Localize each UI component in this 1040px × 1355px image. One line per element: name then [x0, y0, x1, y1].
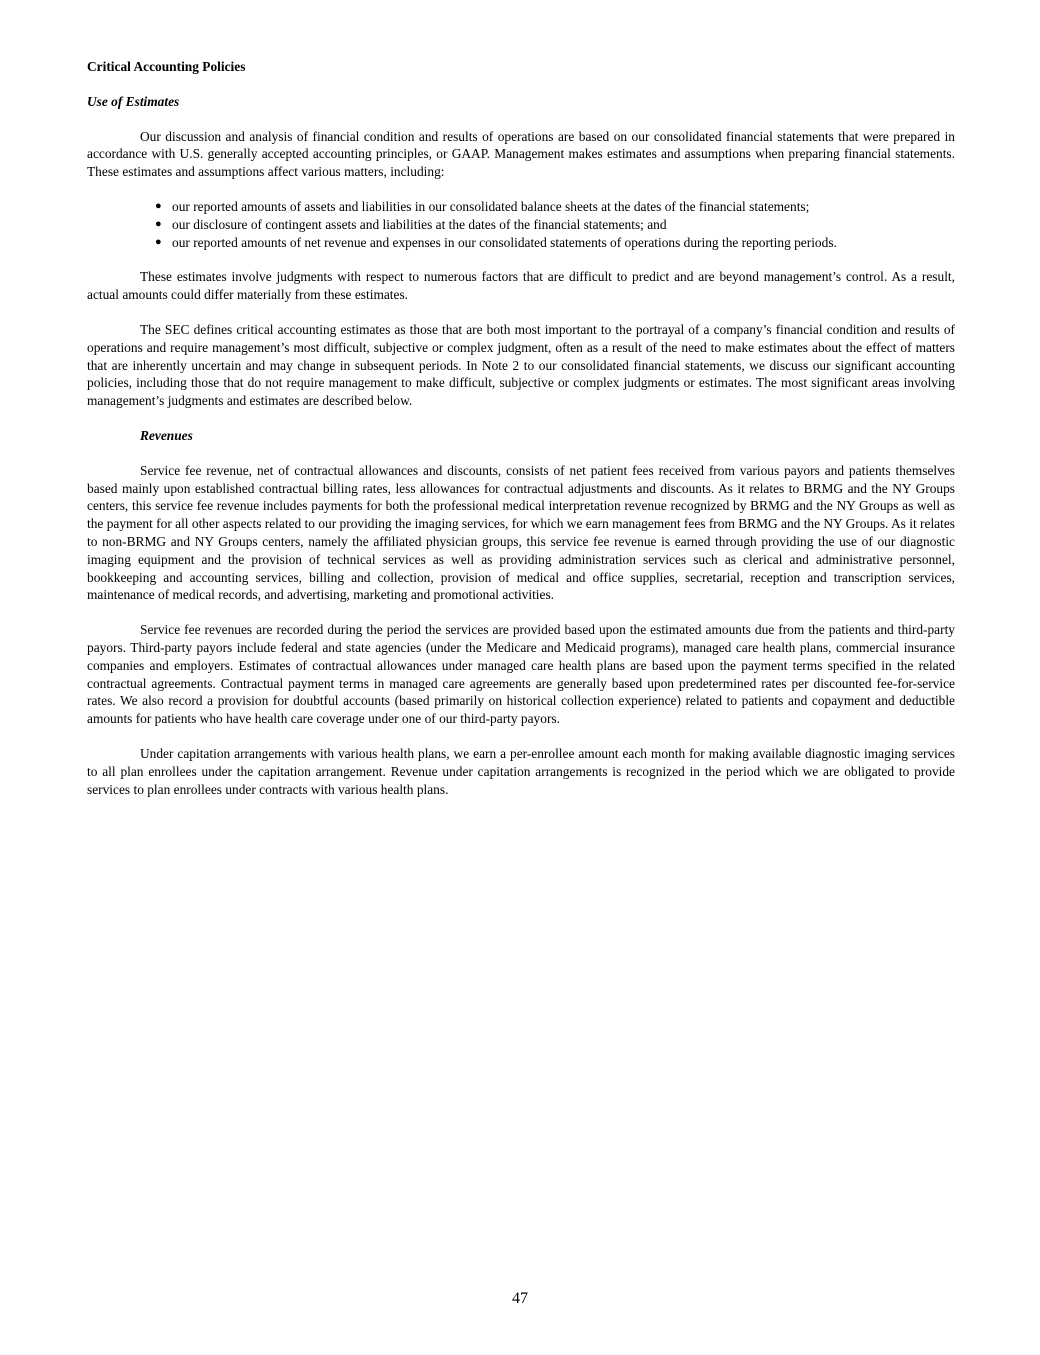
capitation-paragraph: Under capitation arrangements with various health plans, we earn a per-enrollee amount each month for making available diagnostic imaging services to all plan enrollees under the capitation arrangement. Revenue under capitation arrangements is recognized in the period which we are obligated to provide services to plan enrollees under contracts with various health plans. [87, 745, 955, 797]
page-number: 47 [512, 1290, 528, 1307]
document-page [87, 58, 955, 815]
estimates-judgment-paragraph: These estimates involve judgments with respect to numerous factors that are difficult to predict and are beyond management’s control. As a result, actual amounts could differ materially from these estimates. [87, 269, 955, 303]
use-of-estimates-heading: Use of Estimates [87, 93, 180, 109]
bullet-text: our reported amounts of assets and liabilities in our consolidated balance sheets at the dates of the financial statements; [172, 198, 810, 214]
bullet-text: our reported amounts of net revenue and expenses in our consolidated statements of operations during the reporting periods. [172, 234, 837, 250]
section-title: Critical Accounting Policies [87, 59, 246, 74]
bullet-text: our disclosure of contingent assets and liabilities at the dates of the financial statements; and [172, 216, 667, 232]
bullet-item [155, 198, 955, 216]
service-fee-revenue-paragraph: Service fee revenue, net of contractual allowances and discounts, consists of net patient fees received from various payors and patients themselves based mainly upon established contractual billing rates, less allowances for contractual adjustments and discounts. As it relates to BRMG and the NY Groups centers, this service fee revenue includes payments for both the professional medical interpretation revenue recognized by BRMG and the NY Groups as well as the payment for all other aspects related to our providing the imaging services, for which we earn management fees from BRMG and the NY Groups. As it relates to non-BRMG and NY Groups centers, namely the affiliated physician groups, this service fee revenue is earned through providing the use of our diagnostic imaging equipment and the provision of technical services as well as providing administration services such as clerical and administrative personnel, bookkeeping and accounting services, billing and collection, provision of medical and office supplies, secretarial, reception and transcription services, maintenance of medical records, and advertising, marketing and promotional activities. [87, 462, 955, 603]
bullet-item [155, 234, 955, 252]
estimates-bullet-list [87, 198, 955, 251]
bullet-icon: ● [155, 235, 162, 248]
bullet-icon: ● [155, 199, 162, 212]
bullet-item [155, 216, 955, 234]
use-of-estimates-intro: Our discussion and analysis of financial condition and results of operations are based on our consolidated financial statements that were prepared in accordance with U.S. generally accepted accounting principles, or GAAP. Management makes estimates and assumptions when preparing financial statements. These estimates and assumptions affect various matters, including: [87, 128, 955, 180]
revenues-heading: Revenues [140, 427, 193, 443]
sec-critical-estimates-paragraph: The SEC defines critical accounting estimates as those that are both most important to the portrayal of a company’s financial condition and results of operations and require management’s most difficult, subjective or complex judgment, often as a result of the need to make estimates about the effect of matters that are inherently uncertain and may change in subsequent periods. In Note 2 to our consolidated financial statements, we discuss our significant accounting policies, including those that do not require management to make difficult, subjective or complex judgments or estimates. The most significant areas involving management’s judgments and estimates are described below. [87, 321, 955, 409]
service-fee-recording-paragraph: Service fee revenues are recorded during the period the services are provided based upon the estimated amounts due from the patients and third-party payors. Third-party payors include federal and state agencies (under the Medicare and Medicaid programs), managed care health plans, commercial insurance companies and employers. Estimates of contractual allowances under managed care health plans are based upon the payment terms specified in the related contractual agreements. Contractual payment terms in managed care agreements are generally based upon predetermined rates per discounted fee-for-service rates. We also record a provision for doubtful accounts (based primarily on historical collection experience) related to patients and copayment and deductible amounts for patients who have health care coverage under one of our third-party payors. [87, 622, 955, 727]
bullet-icon: ● [155, 217, 162, 230]
